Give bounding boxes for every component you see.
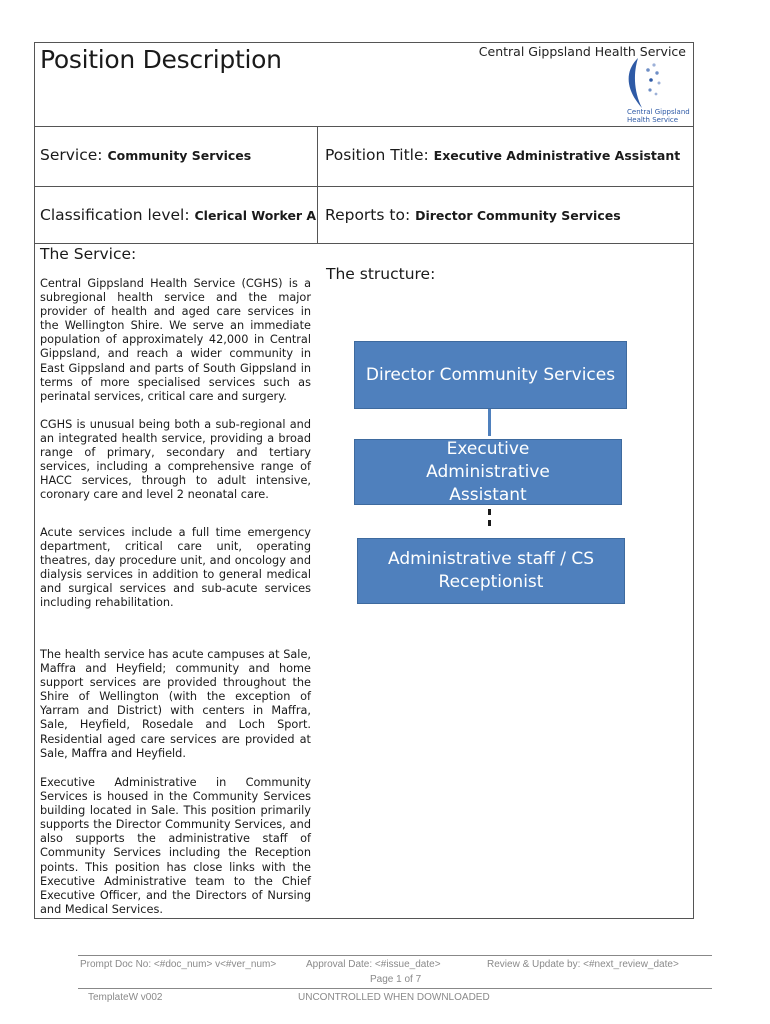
org-box-admin-staff: Administrative staff / CS Receptionist xyxy=(357,538,625,604)
classification-value: Clerical Worker A xyxy=(194,208,317,223)
table-left-border xyxy=(34,42,35,918)
service-paragraph: The health service has acute campuses at Sale, Maffra and Heyfield; community and home support services are provided throughout the Shire of Wellington (with the exception of Yarram and District) with centers in Maffra, Sale, Heyfield, Rosedale and Loch Sport. Residential aged care services are provided at Sale, Maffra and Heyfield. xyxy=(40,648,311,760)
service-paragraph: Central Gippsland Health Service (CGHS) is a subregional health service and the major provider of health and aged care services in the Wellington Shire. We serve an immediate population of approximately 42,000 in Central Gippsland, and reach a wider community in East Gippsland and parts of South Gippsland in terms of more specialised services such as perinatal services, critical care and surgery. xyxy=(40,277,311,403)
reports-to-value: Director Community Services xyxy=(415,208,621,223)
org-connector-line xyxy=(488,409,491,436)
service-paragraph: Acute services include a full time emergency department, critical care unit, operating theatres, day procedure unit, and oncology and dialysis services in addition to general medical and surgical services and sub-acute services including rehabilitation. xyxy=(40,526,311,610)
footer-review-date: Review & Update by: <#next_review_date> xyxy=(487,959,679,970)
logo-icon xyxy=(620,56,690,114)
footer-doc-number: Prompt Doc No: <#doc_num> v<#ver_num> xyxy=(80,959,277,970)
page-title: Position Description xyxy=(40,45,282,74)
row-divider-1 xyxy=(34,126,694,127)
row-divider-3 xyxy=(34,243,694,244)
footer-template-version: TemplateW v002 xyxy=(88,992,163,1003)
structure-heading: The structure: xyxy=(326,265,436,283)
footer-approval-date: Approval Date: <#issue_date> xyxy=(306,959,441,970)
org-connector-dashed xyxy=(488,509,491,531)
service-heading: The Service: xyxy=(40,245,137,263)
table-bottom-border xyxy=(34,918,694,919)
position-title-label: Position Title: xyxy=(325,146,434,164)
row-divider-2 xyxy=(34,186,694,187)
logo-text-line1: Central Gippsland xyxy=(627,108,690,116)
org-name: Central Gippsland Health Service xyxy=(478,44,686,59)
classification-field xyxy=(40,206,316,224)
table-right-border xyxy=(693,42,694,918)
logo-text-line2: Health Service xyxy=(627,116,679,124)
service-field xyxy=(40,146,251,164)
footer-divider-1 xyxy=(78,955,712,956)
organization-logo xyxy=(620,56,690,126)
service-paragraph: CGHS is unusual being both a sub-regional and an integrated health service, providing a broad range of primary, secondary and tertiary services, including a comprehensive range of HACC services, through to adult intensive, coronary care and level 2 neonatal care. xyxy=(40,418,311,502)
org-box-executive-assistant: Executive Administrative Assistant xyxy=(354,439,622,505)
reports-to-field xyxy=(325,206,621,224)
service-value: Community Services xyxy=(107,148,252,163)
column-divider xyxy=(317,126,318,243)
footer-uncontrolled-notice: UNCONTROLLED WHEN DOWNLOADED xyxy=(298,992,490,1003)
footer-divider-2 xyxy=(78,988,712,989)
position-title-field xyxy=(325,146,680,164)
position-title-value: Executive Administrative Assistant xyxy=(433,148,681,163)
reports-to-label: Reports to: xyxy=(325,206,416,224)
footer-page-number: Page 1 of 7 xyxy=(370,974,422,985)
classification-label: Classification level: xyxy=(40,206,195,224)
service-label: Service: xyxy=(40,146,108,164)
service-paragraph: Executive Administrative in Community Services is housed in the Community Services building located in Sale. This position primarily supports the Director Community Services, and also supports the administrative staff of Community Services including the Reception points. This position has close links with the Executive Administrative team to the Chief Executive Officer, and the Directors of Nursing and Medical Services. xyxy=(40,776,311,916)
org-box-director: Director Community Services xyxy=(354,341,627,409)
table-top-border xyxy=(34,42,694,43)
